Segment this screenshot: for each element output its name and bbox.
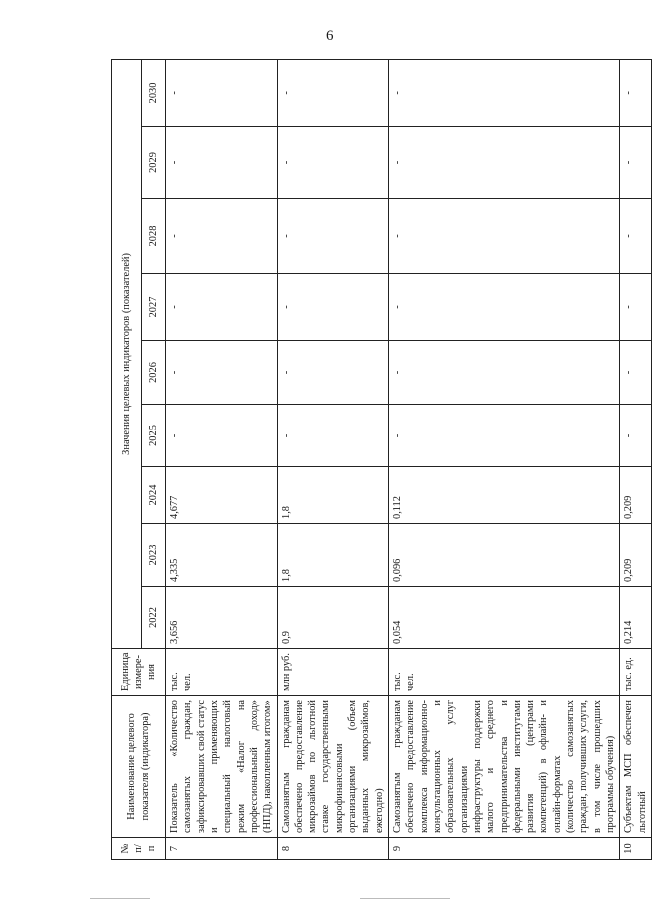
row-value: - — [166, 199, 278, 274]
header-year: 2022 — [142, 587, 166, 649]
row-value: 0,112 — [389, 467, 620, 524]
row-unit: тыс. чел. — [389, 649, 620, 696]
row-value: - — [166, 274, 278, 341]
row-value: 0,209 — [620, 524, 652, 587]
indicators-table — [111, 59, 652, 860]
row-value: - — [620, 405, 652, 467]
row-value: - — [277, 405, 389, 467]
row-value: 0,054 — [389, 587, 620, 649]
header-year: 2030 — [142, 59, 166, 126]
row-value: - — [620, 127, 652, 199]
row-name: Самозанятым гражданам обеспечено предоставление комплекса информационно-консультационных и образовательных услуг организациями инфраструктуры поддержки малого и среднего предпринимательства и федеральными институтами развития (центрами компетенций) в офлайн- и онлайн-форматах (количество самозанятых граждан, получивших услуги, в том числе прошедших программы обучения) — [389, 696, 620, 838]
page-number: 6 — [326, 28, 334, 44]
header-name: Наименование целевого показателя (индикатора) — [112, 696, 166, 838]
row-value: - — [620, 274, 652, 341]
rotated-table-page — [111, 60, 648, 860]
header-values-group: Значения целевых индикаторов (показателей) — [112, 59, 142, 648]
header-year: 2025 — [142, 405, 166, 467]
row-value: - — [389, 199, 620, 274]
row-value: - — [277, 274, 389, 341]
row-num: 7 — [166, 838, 278, 860]
scan-artifact — [360, 898, 450, 899]
row-value: 1,8 — [277, 524, 389, 587]
header-year: 2028 — [142, 199, 166, 274]
row-value: - — [620, 59, 652, 126]
row-value: - — [277, 199, 389, 274]
row-unit: тыс. ед. — [620, 649, 652, 696]
row-name: Субъектам МСП обеспечен льготный — [620, 696, 652, 838]
row-value: - — [277, 341, 389, 405]
row-value: 4,335 — [166, 524, 278, 587]
row-name: Самозанятым гражданам обеспечено предоставление микрозаймов по льготной ставке государственными микрофинансовыми организациями (объем выданных микрозаймов, ежегодно) — [277, 696, 389, 838]
row-value: - — [166, 127, 278, 199]
row-value: 0,214 — [620, 587, 652, 649]
row-value: - — [620, 341, 652, 405]
row-value: - — [166, 341, 278, 405]
scan-artifact — [90, 898, 150, 899]
row-value: 0,9 — [277, 587, 389, 649]
row-num: 9 — [389, 838, 620, 860]
row-value: - — [166, 59, 278, 126]
row-num: 10 — [620, 838, 652, 860]
header-unit: Единица измере-ния — [112, 649, 166, 696]
table-row — [389, 59, 620, 859]
row-value: - — [277, 127, 389, 199]
header-year: 2024 — [142, 467, 166, 524]
header-year: 2029 — [142, 127, 166, 199]
row-value: 4,677 — [166, 467, 278, 524]
header-year: 2023 — [142, 524, 166, 587]
row-value: - — [389, 405, 620, 467]
row-name: Показатель «Количество самозанятых граждан, зафиксировавших свой статус и применяющих специальный налоговый режим «Налог на профессиональный доход» (НПД), накопленным итогом» — [166, 696, 278, 838]
row-value: 0,096 — [389, 524, 620, 587]
row-value: 3,656 — [166, 587, 278, 649]
row-unit: тыс. чел. — [166, 649, 278, 696]
table-row — [277, 59, 389, 859]
row-value: - — [389, 341, 620, 405]
row-value: - — [389, 127, 620, 199]
header-year: 2027 — [142, 274, 166, 341]
row-num: 8 — [277, 838, 389, 860]
header-num: № п/п — [112, 838, 166, 860]
row-value: - — [389, 274, 620, 341]
header-year: 2026 — [142, 341, 166, 405]
row-value: - — [166, 405, 278, 467]
row-value: - — [620, 199, 652, 274]
row-unit: млн руб. — [277, 649, 389, 696]
row-value: - — [389, 59, 620, 126]
row-value: - — [277, 59, 389, 126]
row-value: 0,209 — [620, 467, 652, 524]
table-row — [166, 59, 278, 859]
row-value: 1,8 — [277, 467, 389, 524]
table-row — [620, 59, 652, 859]
